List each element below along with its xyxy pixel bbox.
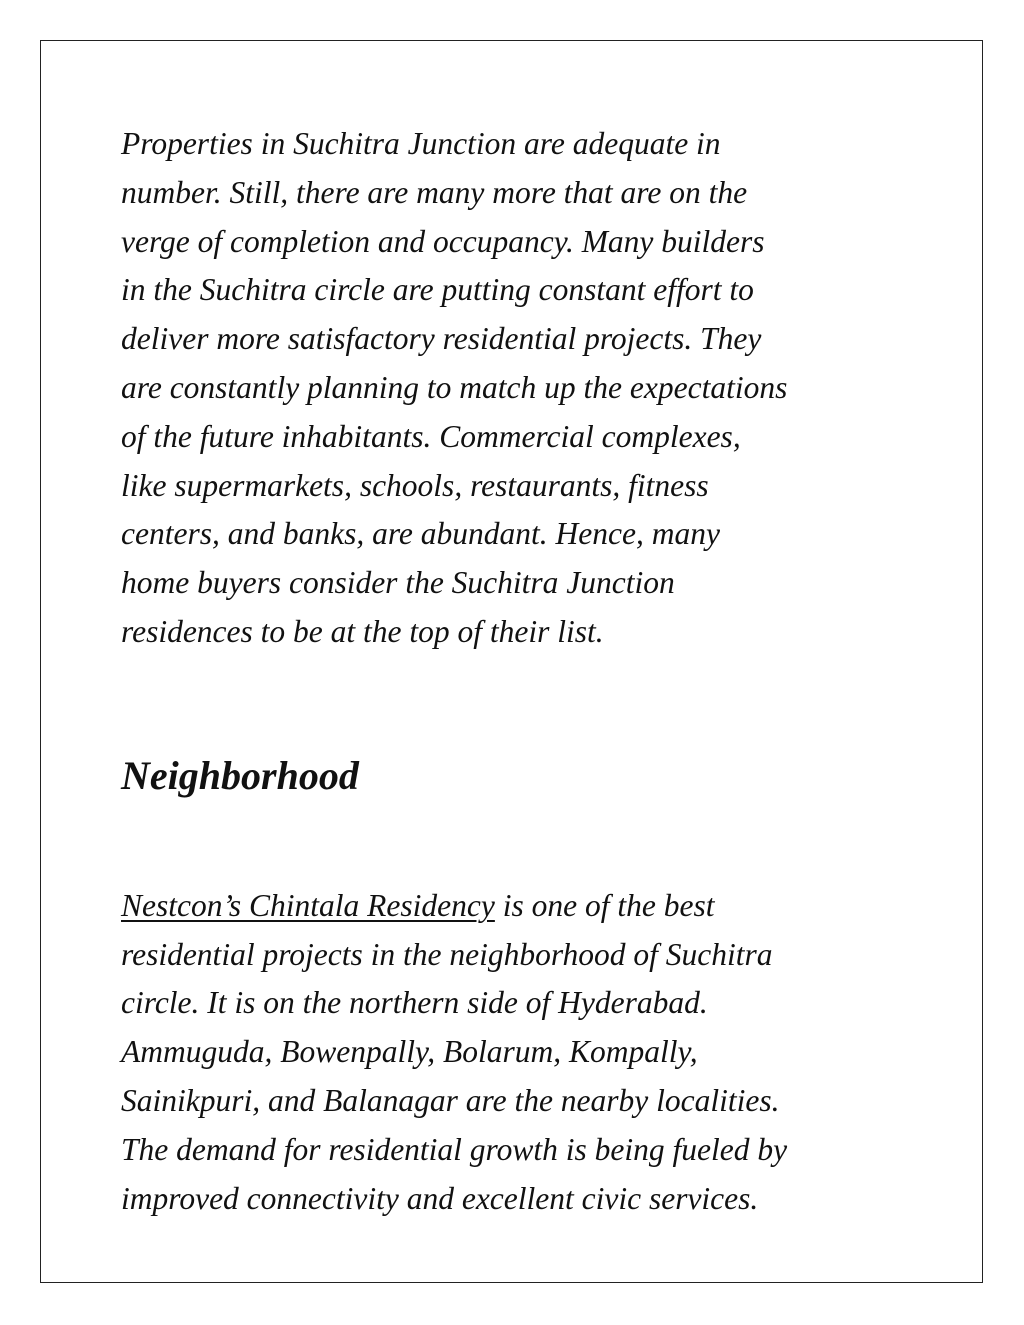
text-line: residences to be at the top of their list. <box>121 613 604 649</box>
text-line: improved connectivity and excellent civic services. <box>121 1180 759 1216</box>
text-line: deliver more satisfactory residential projects. They <box>121 321 762 357</box>
text-line: Sainikpuri, and Balanagar are the nearby localities. <box>121 1082 780 1118</box>
text-line: in the Suchitra circle are putting constant effort to <box>121 272 754 308</box>
paragraph-neighborhood <box>121 882 921 1224</box>
section-heading: Neighborhood <box>121 752 359 798</box>
text-line-with-link <box>121 882 921 931</box>
text-line: verge of completion and occupancy. Many builders <box>121 223 765 259</box>
text-line: like supermarkets, schools, restaurants, fitness <box>121 467 709 503</box>
text-line: centers, and banks, are abundant. Hence, many <box>121 516 720 552</box>
document-body <box>121 120 921 1223</box>
text-line: The demand for residential growth is being fueled by <box>121 1131 788 1167</box>
paragraph-properties <box>121 120 921 657</box>
text-line: circle. It is on the northern side of Hyderabad. <box>121 985 708 1021</box>
text-line: number. Still, there are many more that are on the <box>121 174 748 210</box>
text-line: residential projects in the neighborhood of Suchitra <box>121 936 773 972</box>
text-line: are constantly planning to match up the expectations <box>121 369 788 405</box>
text-line: home buyers consider the Suchitra Junction <box>121 565 675 601</box>
text-fragment: is one of the best <box>494 887 715 923</box>
residency-link[interactable]: Nestcon’s Chintala Residency <box>121 887 495 923</box>
text-line: Properties in Suchitra Junction are adequate in <box>121 126 721 161</box>
text-line: of the future inhabitants. Commercial complexes, <box>121 418 741 454</box>
text-line: Ammuguda, Bowenpally, Bolarum, Kompally, <box>121 1034 698 1070</box>
